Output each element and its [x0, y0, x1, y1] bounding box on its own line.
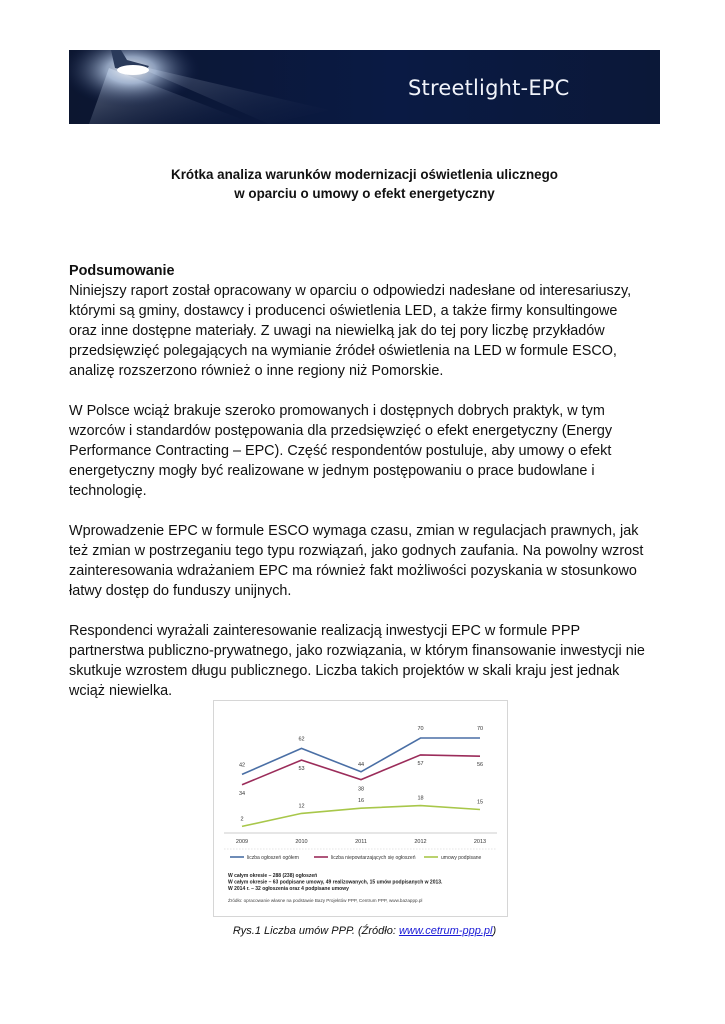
data-label: 38 [357, 786, 365, 793]
legend-label: liczba ogłoszeń ogółem [247, 855, 299, 861]
chart-note: W całym okresie – 288 (238) ogłoszeń [228, 873, 318, 879]
x-tick-label: 2011 [355, 839, 367, 845]
paragraph [69, 401, 669, 501]
data-label: 12 [298, 803, 305, 810]
text-line: Respondenci wyrażali zainteresowanie realizacją inwestycji EPC w formule PPP [69, 623, 581, 639]
source-link[interactable]: www.cetrum-ppp.pl [398, 925, 493, 937]
x-tick-label: 2013 [473, 839, 487, 845]
text-line: też zmian w postrzeganiu tego typu rozwiązań, jako godnych zaufania. Na powolny wzrost [69, 543, 644, 559]
data-label: 57 [417, 760, 424, 767]
x-tick-label: 2009 [235, 839, 249, 845]
text-line: skutkuje wzrostem długu publicznego. Liczba takich projektów w skali kraju jest jednak [69, 663, 620, 679]
x-tick-label: 2012 [414, 839, 427, 845]
series-line [242, 806, 480, 827]
line-chart [214, 701, 507, 916]
data-label: 44 [357, 761, 365, 768]
data-label: 70 [417, 726, 424, 732]
streetlight-graphic [69, 50, 660, 124]
header-banner [69, 50, 660, 124]
title-line: w oparciu o umowy o efekt energetyczny [234, 186, 495, 201]
text-line: którymi są gminy, dostawcy i producenci oświetlenia LED, a także firmy konsultingowe [69, 303, 618, 319]
paragraph [69, 621, 669, 701]
text-line: energetyczny mogły być realizowane w jednym postępowaniu o prace budowlane i [69, 463, 595, 479]
text-line: przedsięwzięć polegających na wymianie źródeł oświetlenia na LED w formule ESCO, [69, 343, 617, 359]
document-title [69, 165, 660, 203]
x-tick-label: 2010 [295, 839, 308, 845]
caption-suffix: ) [492, 925, 497, 937]
data-label: 70 [476, 726, 484, 732]
ppp-chart-figure [213, 700, 508, 917]
data-label: 42 [238, 762, 246, 769]
chart-note: W całym okresie – 63 podpisane umowy, 49 realizowanych, 15 umów podpisanych w 2013. [228, 879, 443, 886]
data-label: 2 [240, 816, 244, 823]
text-line: Niniejszy raport został opracowany w oparciu o odpowiedzi nadesłane od interesariuszy, [69, 283, 632, 299]
text-line: zainteresowania wdrażaniem EPC ma również fakt możliwości pozyskania w stosunkowo [69, 563, 637, 579]
data-label: 53 [298, 766, 305, 773]
paragraph [69, 281, 669, 381]
data-label: 15 [476, 799, 484, 806]
text-line: partnerstwa publiczno-prywatnego, jako rozwiązania, w którym finansowanie inwestycji nie [69, 643, 645, 659]
text-line: Performance Contracting – EPC). Część respondentów postuluje, aby umowy o efekt [69, 443, 612, 459]
data-label: 56 [476, 762, 484, 769]
figure-caption [69, 925, 660, 937]
text-line: W Polsce wciąż brakuje szeroko promowanych i dostępnych dobrych praktyk, w tym [69, 403, 605, 419]
text-line: technologię. [69, 483, 147, 499]
text-line: analizę rozszerzono również o inne regiony niż Pomorskie. [69, 363, 444, 379]
data-label: 16 [357, 798, 365, 805]
section-heading: Podsumowanie [69, 263, 175, 279]
caption-text: Rys.1 Liczba umów PPP. (Źródło: [232, 925, 399, 937]
legend-label: umowy podpisane [441, 855, 482, 861]
data-label: 62 [298, 736, 305, 743]
text-line: Wprowadzenie EPC w formule ESCO wymaga czasu, zmian w regulacjach prawnych, jak [69, 523, 639, 539]
title-line: Krótka analiza warunków modernizacji oświetlenia ulicznego [171, 167, 558, 182]
chart-source: Źródło: opracowanie własne na podstawie Bazy Projektów PPP, Centrum PPP, www.bazappp.pl [228, 898, 423, 903]
chart-note: W 2014 r. – 32 ogłoszenia oraz 4 podpisane umowy [228, 886, 349, 892]
paragraph [69, 521, 669, 601]
legend-label: liczba niepowtarzających się ogłoszeń [331, 855, 416, 861]
text-line: oraz inne dostępne materiały. Z uwagi na niewielką jak do tej pory liczbę przykładów [69, 323, 605, 339]
data-label: 34 [238, 790, 246, 797]
document-body [69, 261, 669, 721]
data-label: 18 [417, 795, 424, 802]
text-line: wciąż niewielka. [69, 683, 173, 699]
text-line: wzorców i standardów postępowania dla przedsięwzięć o efekt energetyczny (Energy [69, 423, 613, 439]
banner-title: Streetlight-EPC [408, 76, 570, 100]
text-line: łatwy dostęp do funduszy unijnych. [69, 583, 292, 599]
